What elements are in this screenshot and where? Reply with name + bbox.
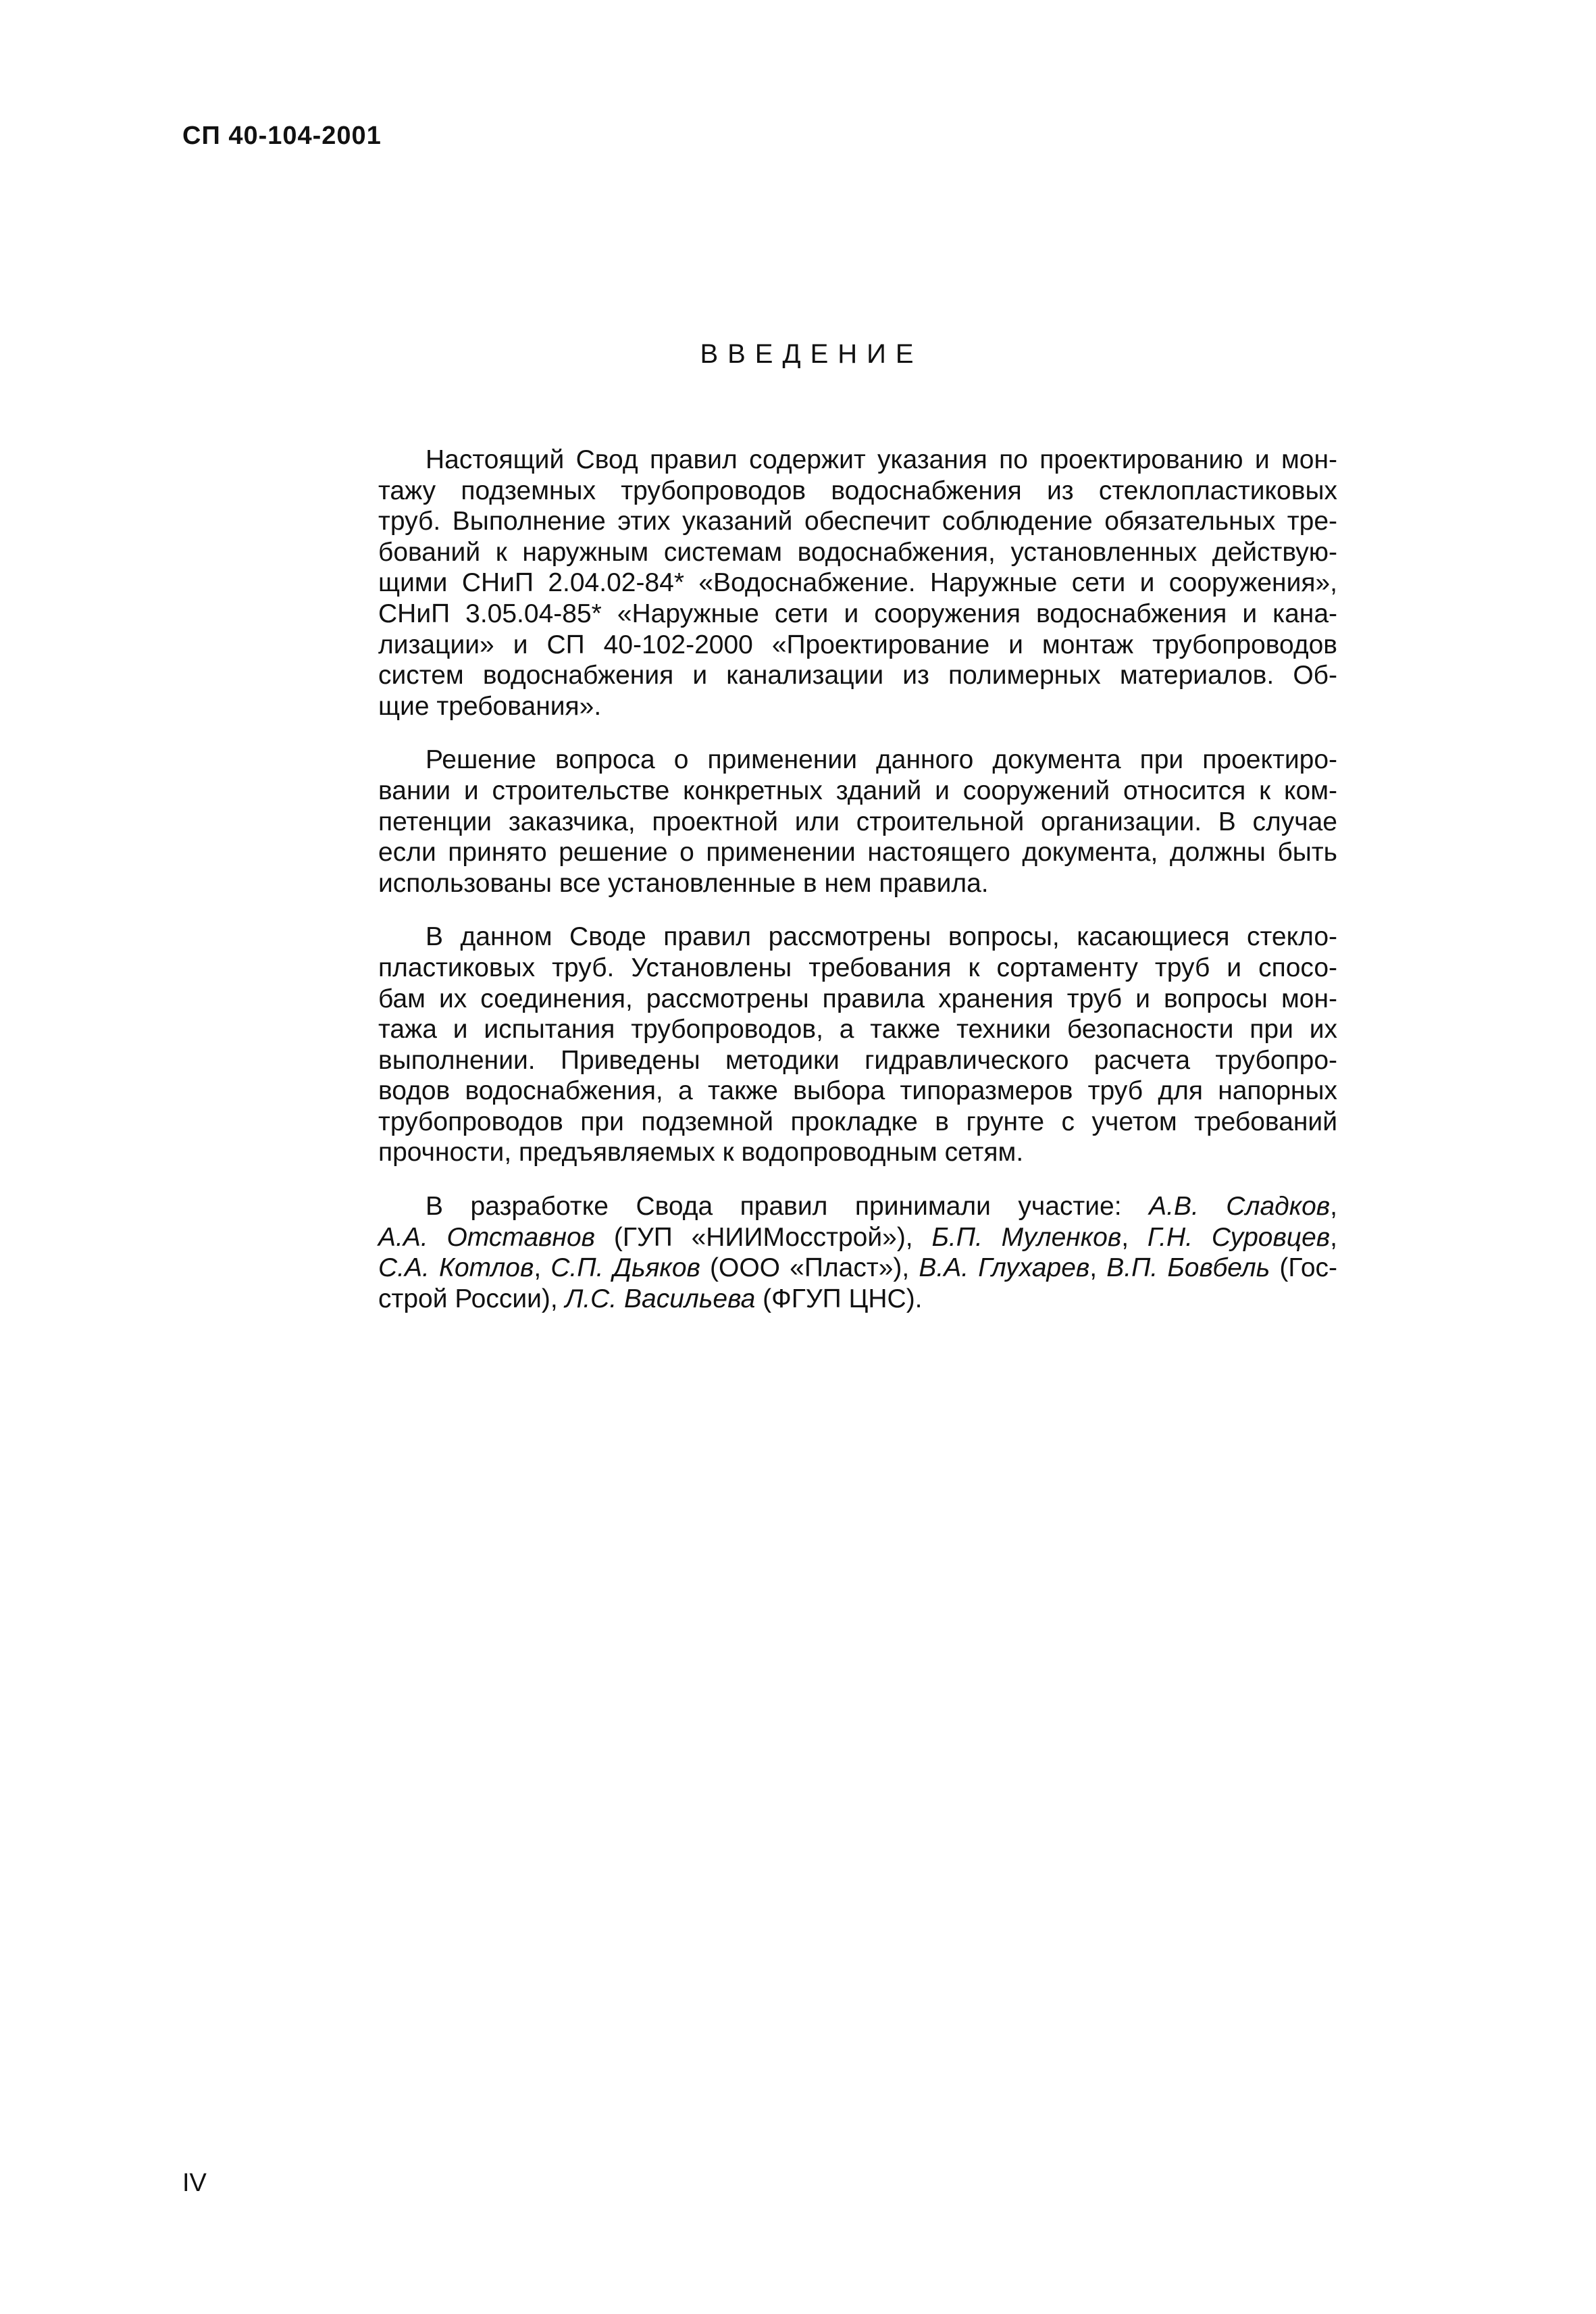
text-line: систем водоснабжения и канализации из полимерных материалов. Об- xyxy=(378,661,1337,690)
text-line: Настоящий Свод правил содержит указания по проектированию и мон- xyxy=(426,445,1337,474)
text-line xyxy=(378,1191,1337,1222)
text-fragment: (ФГУП ЦНС). xyxy=(755,1284,923,1313)
contributor-name: С.П. Дьяков xyxy=(550,1253,700,1283)
text-line xyxy=(378,1222,1337,1253)
text-line: прочности, предъявляемых к водопроводным сетям. xyxy=(378,1138,1024,1167)
contributor-name: А.А. Отставнов xyxy=(378,1222,596,1252)
text-fragment: (Гос- xyxy=(1270,1253,1338,1283)
text-fragment: , xyxy=(534,1253,551,1283)
text-line: вании и строительстве конкретных зданий и сооружений относится к ком- xyxy=(378,776,1337,805)
section-title: ВВЕДЕНИЕ xyxy=(700,339,923,369)
text-fragment: , xyxy=(1089,1253,1107,1283)
page-number: IV xyxy=(182,2169,207,2197)
document-body xyxy=(378,445,1337,1337)
paragraph-1 xyxy=(378,445,1337,722)
text-line: использованы все установленные в нем правила. xyxy=(378,868,989,898)
text-line: выполнении. Приведены методики гидравлического расчета трубопро- xyxy=(378,1045,1337,1075)
text-line: щими СНиП 2.04.02-84* «Водоснабжение. Наружные сети и сооружения», xyxy=(378,568,1337,598)
text-line: водов водоснабжения, а также выбора типоразмеров труб для напорных xyxy=(378,1076,1337,1106)
text-fragment: (ООО «Пласт»), xyxy=(700,1253,919,1283)
text-fragment: строй России), xyxy=(378,1284,565,1313)
contributors-intro: В разработке Свода правил принимали участие: xyxy=(426,1192,1150,1222)
text-line: если принято решение о применении настоящего документа, должны быть xyxy=(378,838,1337,867)
text-line: трубопроводов при подземной прокладке в грунте с учетом требований xyxy=(378,1107,1337,1136)
text-line: щие требования». xyxy=(378,691,602,721)
text-line: Решение вопроса о применении данного документа при проектиро- xyxy=(426,745,1337,775)
text-line: труб. Выполнение этих указаний обеспечит соблюдение обязательных тре- xyxy=(378,507,1337,536)
text-line: СНиП 3.05.04-85* «Наружные сети и сооружения водоснабжения и кана- xyxy=(378,599,1337,628)
paragraph-3 xyxy=(378,922,1337,1168)
paragraph-contributors xyxy=(378,1191,1337,1314)
contributor-name: Г.Н. Суровцев xyxy=(1147,1222,1331,1252)
text-line: лизации» и СП 40-102-2000 «Проектирование и монтаж трубопроводов xyxy=(378,630,1337,659)
text-line: пластиковых труб. Установлены требования к сортаменту труб и спосо- xyxy=(378,953,1337,982)
contributor-name: Б.П. Муленков xyxy=(931,1222,1122,1252)
text-line: бам их соединения, рассмотрены правила хранения труб и вопросы мон- xyxy=(378,984,1337,1013)
text-line: петенции заказчика, проектной или строительной организации. В случае xyxy=(378,807,1337,836)
text-line: В данном Своде правил рассмотрены вопросы, касающиеся стекло- xyxy=(426,922,1337,952)
paragraph-2 xyxy=(378,745,1337,899)
contributor-name: А.В. Сладков xyxy=(1149,1192,1331,1222)
text-fragment: , xyxy=(1121,1222,1148,1252)
text-fragment: (ГУП «НИИМосстрой»), xyxy=(595,1222,932,1252)
text-line: тажу подземных трубопроводов водоснабжения из стеклопластиковых xyxy=(378,476,1337,505)
text-line xyxy=(378,1253,1337,1284)
text-line xyxy=(378,1284,1337,1315)
document-code: СП 40-104-2001 xyxy=(182,122,382,150)
text-line: бований к наружным системам водоснабжения, установленных действую- xyxy=(378,537,1337,567)
text-fragment: , xyxy=(1330,1192,1338,1222)
contributor-name: Л.С. Васильева xyxy=(565,1284,756,1313)
contributor-name: С.А. Котлов xyxy=(378,1253,534,1283)
contributor-name: В.А. Глухарев xyxy=(919,1253,1090,1283)
text-line: тажа и испытания трубопроводов, а также техники безопасности при их xyxy=(378,1015,1337,1045)
contributor-name: В.П. Бовбель xyxy=(1106,1253,1270,1283)
text-fragment: , xyxy=(1330,1222,1337,1252)
